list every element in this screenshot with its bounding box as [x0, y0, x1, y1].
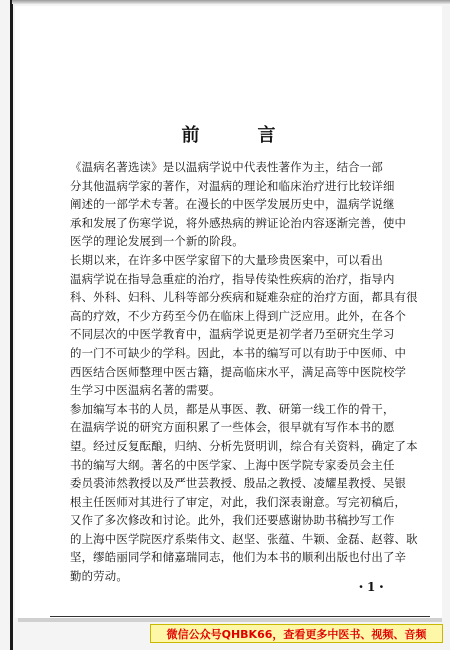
- text-line: 参加编写本书的人员，都是从事医、教、研第一线工作的骨干，: [70, 401, 395, 416]
- text-line: 《温病名著选读》是以温病学说中代表性著作为主，结合一部: [70, 160, 383, 174]
- text-line: 委员裘沛然教授以及严世芸教授、殷品之教授、凌耀星教授、吴银: [70, 476, 407, 491]
- paragraph-2: [70, 251, 420, 400]
- text-line: 科、外科、妇科、儿科等部分疾病和疑难杂症的治疗方面，都具有很: [70, 290, 418, 305]
- text-line: 不同层次的中医学教育中，温病学说更是初学者乃至研究生学习: [70, 327, 395, 342]
- text-line: 长期以来，在许多中医学家留下的大量珍贵医案中，可以看出: [70, 252, 383, 267]
- text-line: 的一门不可缺少的学科。因此，本书的编写可以有助于中医师、中: [70, 345, 407, 360]
- paragraph-1: [70, 158, 420, 251]
- text-line: 根主任医师对其进行了审定，对此，我们深表谢意。写完初稿后，: [70, 494, 407, 509]
- text-line: 书的编写大纲。著名的中医学家、上海中医学院专家委员会主任: [70, 457, 395, 472]
- text-line: 分其他温病学家的著作，对温病的理论和临床治疗进行比较详细: [70, 178, 395, 193]
- watermark-banner: 微信公众号QHBK66，查看更多中医书、视频、音频: [150, 624, 443, 643]
- page-shadow: [18, 618, 442, 622]
- preface-body: [70, 158, 420, 586]
- scan-left-border: [10, 0, 13, 650]
- text-line: 医学的理论发展到一个新的阶段。: [70, 234, 244, 249]
- page-title: 前 言: [181, 125, 296, 146]
- text-line: 勤的劳动。: [70, 569, 128, 584]
- text-line: 承和发展了伤寒学说，将外感热病的辨证论治内容逐渐完善，使中: [70, 215, 407, 230]
- text-line: 又作了多次修改和讨论。此外，我们还要感谢协助书稿抄写工作: [70, 513, 395, 528]
- text-line: 高的疗效，不少方药至今仍在临床上得到广泛应用。此外，在各个: [70, 308, 407, 323]
- text-line: 在温病学说的研究方面积累了一些体会，很早就有写作本书的愿: [70, 420, 395, 435]
- bottom-rule: [50, 616, 430, 617]
- text-line: 温病学说在指导急重症的治疗，指导传染性疾病的治疗，指导内: [70, 271, 395, 286]
- text-line: 坚，缪皓丽同学和储嘉瑞同志，他们为本书的顺利出版也付出了辛: [70, 550, 407, 565]
- scan-top-border: [12, 0, 450, 4]
- paragraph-3: [70, 400, 420, 586]
- text-line: 阐述的一部学术专著。在漫长的中医学发展历史中，温病学说继: [70, 197, 395, 212]
- text-line: 的上海中医学院医疗系柴伟文、赵坚、张蕴、牛颖、金磊、赵蓉、耿: [70, 531, 418, 546]
- book-page: [15, 6, 442, 618]
- text-line: 生学习中医温病名著的需要。: [70, 383, 221, 398]
- text-line: 望。经过反复酝酿，归纳、分析先贤明训，综合有关资料，确定了本: [70, 438, 418, 453]
- text-line: 西医结合医师整理中医古籍，提高临床水平，满足高等中医院校学: [70, 364, 407, 379]
- page-number: ・1・: [355, 580, 388, 594]
